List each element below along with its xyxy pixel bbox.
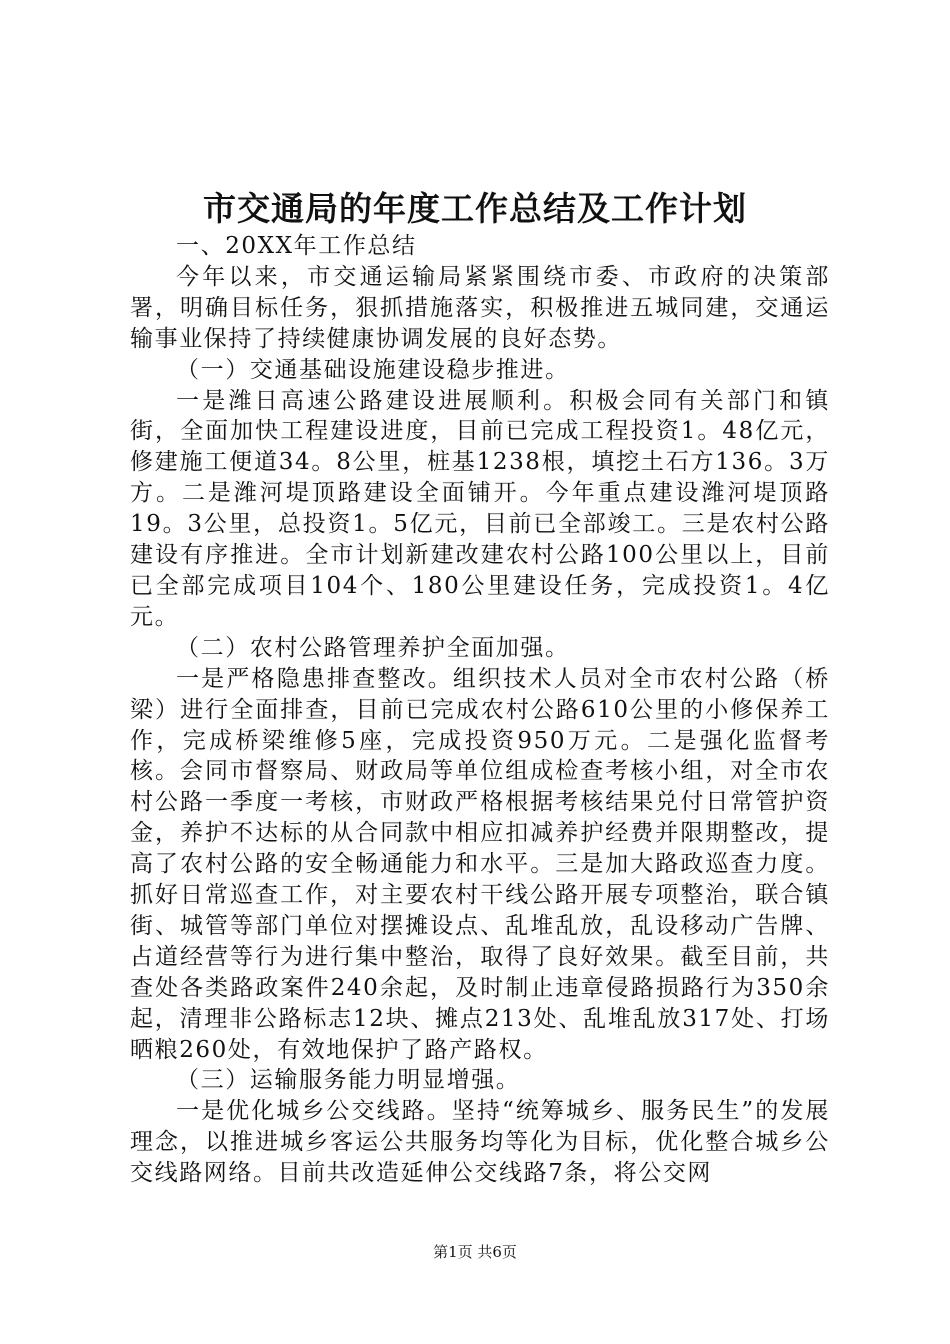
body-paragraph: 今年以来，市交通运输局紧紧围绕市委、市政府的决策部署，明确目标任务，狠抓措施落实，积极推进五城同建，交通运输事业保持了持续健康协调发展的良好态势。 [130, 263, 830, 352]
body-paragraph: 一是优化城乡公交线路。坚持“统筹城乡、服务民生”的发展理念，以推进城乡客运公共服务均等化为目标，优化整合城乡公交线路网络。目前共改造延伸公交线路7条，将公交网 [130, 1098, 830, 1187]
section-heading: 一、20XX年工作总结 [176, 233, 417, 259]
document-body [130, 231, 830, 1189]
body-paragraph: 一是严格隐患排查整改。组织技术人员对全市农村公路（桥梁）进行全面排查，目前已完成农村公路610公里的小修保养工作，完成桥梁维修5座，完成投资950万元。二是强化监督考核。会同市督察局、财政局等单位组成检查考核小组，对全市农村公路一季度一考核，市财政严格根据考核结果兑付日常管护资金，养护不达标的从合同款中相应扣减养护经费并限期整改，提高了农村公路的安全畅通能力和水平。三是加大路政巡查力度。抓好日常巡查工作，对主要农村干线公路开展专项整治，联合镇街、城管等部门单位对摆摊设点、乱堆乱放，乱设移动广告牌、占道经营等行为进行集中整治，取得了良好效果。截至目前，共查处各类路政案件240余起，及时制止违章侵路损路行为350余起，清理非公路标志12块、摊点213处、乱堆乱放317处、打场晒粮260处，有效地保护了路产路权。 [130, 665, 830, 1063]
page-number: 第1页 共6页 [433, 1243, 517, 1261]
subsection-heading: （二）农村公路管理养护全面加强。 [176, 634, 570, 661]
subsection-heading: （一）交通基础设施建设稳步推进。 [176, 356, 570, 383]
subsection-heading: （三）运输服务能力明显增强。 [176, 1067, 521, 1094]
document-title: 市交通局的年度工作总结及工作计划 [203, 189, 747, 228]
body-paragraph: 一是潍日高速公路建设进展顺利。积极会同有关部门和镇街，全面加快工程建设进度，目前已完成工程投资1。48亿元，修建施工便道34。8公里，桩基1238根，填挖土石方136。3万方。二是潍河堤顶路建设全面铺开。今年重点建设潍河堤顶路19。3公里，总投资1。5亿元，目前已全部竣工。三是农村公路建设有序推进。全市计划新建改建农村公路100公里以上，目前已全部完成项目104个、180公里建设任务，完成投资1。4亿元。 [130, 387, 830, 630]
